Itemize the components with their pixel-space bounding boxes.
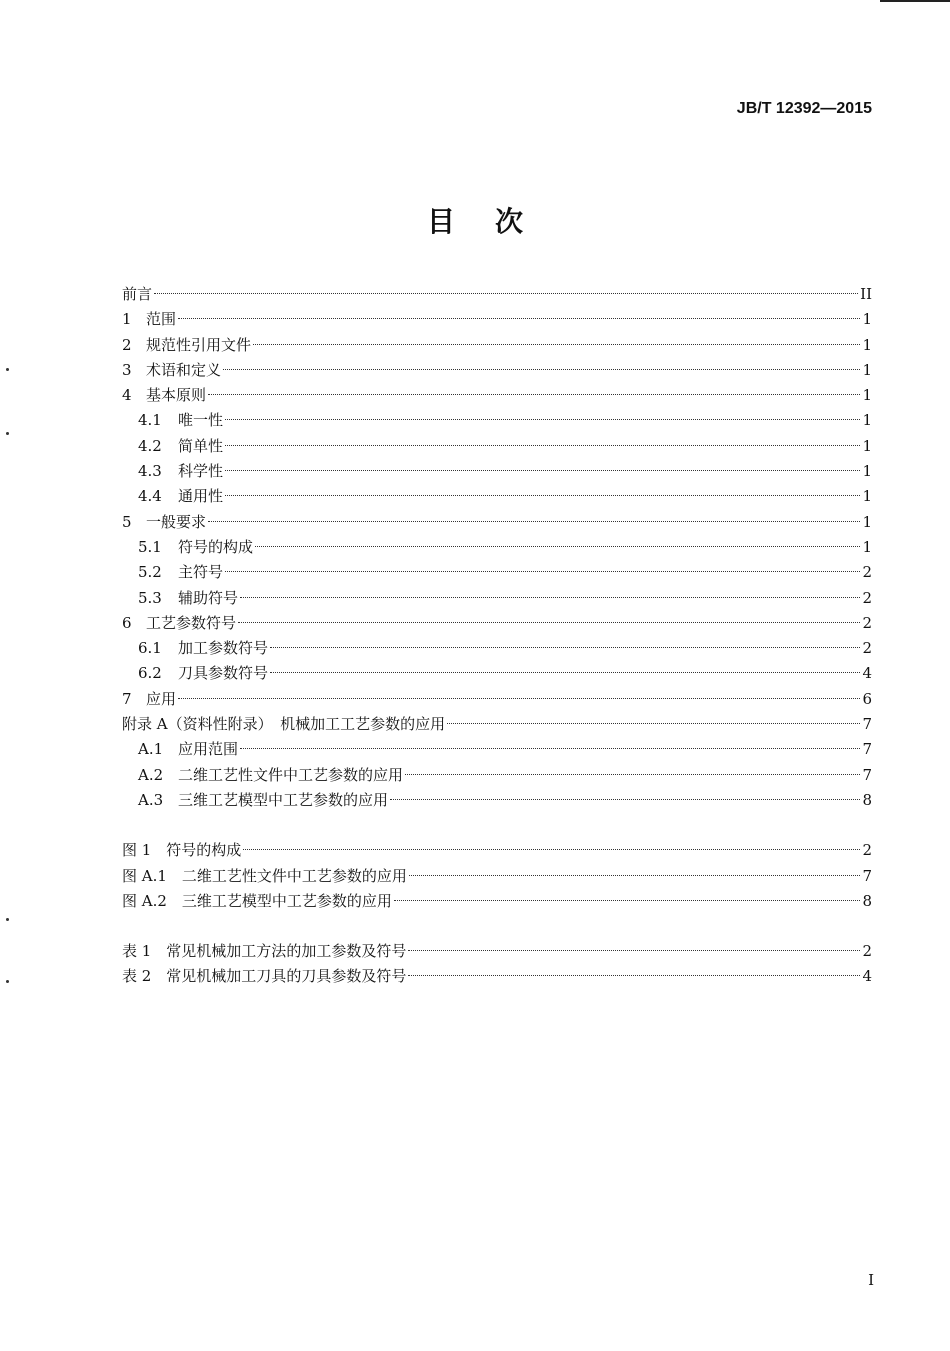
toc-label: 二维工艺性文件中工艺参数的应用: [178, 765, 404, 784]
toc-page: 2: [862, 588, 872, 607]
dot-leader: [208, 393, 860, 395]
toc-label: 附录 A（资料性附录） 机械加工工艺参数的应用: [122, 715, 446, 734]
toc-entry[interactable]: [122, 484, 872, 509]
toc-page: 7: [862, 715, 872, 734]
toc-label: 刀具参数符号: [178, 664, 269, 683]
toc-page: 4: [862, 664, 872, 683]
dot-leader: [243, 848, 860, 850]
toc-page: 1: [862, 411, 872, 430]
figure-label: 图 A.2 三维工艺模型中工艺参数的应用: [122, 891, 392, 910]
dot-leader: [447, 722, 860, 724]
toc-number: 5.3: [138, 588, 162, 607]
dot-leader: [408, 949, 860, 951]
dot-leader: [240, 747, 860, 749]
top-rule: [880, 0, 950, 2]
table-page: 4: [862, 967, 872, 986]
figure-entry[interactable]: [122, 838, 872, 863]
table-of-contents: [122, 282, 872, 990]
dot-leader: [270, 671, 860, 673]
scan-mark: [6, 918, 9, 921]
toc-page: 1: [862, 386, 872, 405]
toc-page: 1: [862, 360, 872, 379]
toc-entry[interactable]: [122, 636, 872, 661]
dot-leader: [405, 773, 860, 775]
toc-label: 前言: [122, 285, 153, 303]
toc-entry[interactable]: [122, 712, 872, 737]
toc-entry[interactable]: [122, 788, 872, 813]
toc-page: 8: [862, 790, 872, 809]
figure-entry[interactable]: [122, 889, 872, 914]
dot-leader: [178, 317, 860, 319]
toc-label: 科学性: [178, 462, 224, 481]
figure-page: 2: [862, 841, 872, 860]
dot-leader: [408, 974, 860, 976]
dot-leader: [154, 292, 858, 294]
toc-entry[interactable]: [122, 560, 872, 585]
toc-label: 应用: [146, 689, 177, 708]
toc-entry[interactable]: [122, 510, 872, 535]
figure-page: 7: [862, 866, 872, 885]
toc-entry[interactable]: [122, 383, 872, 408]
spacer: [122, 813, 872, 838]
toc-number: 2: [122, 335, 132, 354]
table-label: 表 2 常见机械加工刀具的刀具参数及符号: [122, 967, 407, 986]
toc-entry[interactable]: [122, 611, 872, 636]
toc-page: II: [860, 285, 872, 303]
toc-number: A.2: [138, 765, 164, 784]
dot-leader: [225, 494, 860, 496]
dot-leader: [238, 621, 860, 623]
toc-number: A.3: [138, 790, 164, 809]
figure-page: 8: [862, 891, 872, 910]
dot-leader: [225, 469, 860, 471]
toc-page: 2: [862, 563, 872, 582]
toc-page: 1: [862, 335, 872, 354]
table-page: 2: [862, 942, 872, 961]
dot-leader: [225, 570, 860, 572]
toc-label: 主符号: [178, 563, 224, 582]
toc-page: 7: [862, 765, 872, 784]
spacer: [122, 914, 872, 939]
toc-entry[interactable]: [122, 687, 872, 712]
toc-page: 1: [862, 512, 872, 531]
toc-label: 通用性: [178, 487, 224, 506]
toc-number: 1: [122, 310, 132, 329]
dot-leader: [255, 545, 860, 547]
toc-number: 4.4: [138, 487, 162, 506]
toc-entry[interactable]: [122, 459, 872, 484]
dot-leader: [394, 899, 861, 901]
toc-entry[interactable]: [122, 307, 872, 332]
toc-entry[interactable]: [122, 358, 872, 383]
table-entry[interactable]: [122, 964, 872, 989]
toc-page: 1: [862, 537, 872, 556]
toc-label: 范围: [146, 310, 177, 329]
dot-leader: [390, 798, 860, 800]
dot-leader: [225, 418, 860, 420]
dot-leader: [178, 697, 860, 699]
toc-page: 2: [862, 639, 872, 658]
figure-label: 图 1 符号的构成: [122, 841, 242, 860]
dot-leader: [225, 444, 860, 446]
figure-label: 图 A.1 二维工艺性文件中工艺参数的应用: [122, 866, 407, 885]
toc-entry[interactable]: [122, 282, 872, 307]
toc-number: 5.2: [138, 563, 162, 582]
toc-page: 1: [862, 436, 872, 455]
toc-page: 2: [862, 613, 872, 632]
toc-label: 三维工艺模型中工艺参数的应用: [178, 790, 389, 809]
table-entry[interactable]: [122, 939, 872, 964]
toc-label: 唯一性: [178, 411, 224, 430]
toc-number: 5: [122, 512, 132, 531]
toc-number: 6.1: [138, 639, 162, 658]
toc-entry[interactable]: [122, 763, 872, 788]
dot-leader: [409, 874, 861, 876]
toc-number: 7: [122, 689, 132, 708]
scan-mark: [6, 368, 9, 371]
page-number: I: [868, 1271, 874, 1289]
dot-leader: [240, 596, 860, 598]
toc-page: 6: [862, 689, 872, 708]
toc-entry[interactable]: [122, 661, 872, 686]
toc-number: A.1: [138, 740, 164, 759]
toc-page: 1: [862, 462, 872, 481]
dot-leader: [223, 368, 860, 370]
toc-label: 一般要求: [146, 512, 207, 531]
scan-mark: [6, 432, 9, 435]
dot-leader: [253, 343, 860, 345]
toc-label: 加工参数符号: [178, 639, 269, 658]
table-label: 表 1 常见机械加工方法的加工参数及符号: [122, 942, 407, 961]
dot-leader: [208, 520, 860, 522]
toc-label: 基本原则: [146, 386, 207, 405]
toc-entry[interactable]: [122, 434, 872, 459]
figure-entry[interactable]: [122, 864, 872, 889]
dot-leader: [270, 646, 860, 648]
page-title: 目次: [426, 205, 563, 238]
toc-label: 应用范围: [178, 740, 239, 759]
toc-entry[interactable]: [122, 737, 872, 762]
toc-page: 1: [862, 487, 872, 506]
toc-number: 6.2: [138, 664, 162, 683]
toc-label: 简单性: [178, 436, 224, 455]
toc-entry[interactable]: [122, 408, 872, 433]
toc-entry[interactable]: [122, 535, 872, 560]
toc-number: 3: [122, 360, 132, 379]
toc-label: 辅助符号: [178, 588, 239, 607]
toc-number: 4: [122, 386, 132, 405]
toc-number: 4.3: [138, 462, 162, 481]
toc-number: 4.2: [138, 436, 162, 455]
toc-number: 6: [122, 613, 132, 632]
toc-page: 1: [862, 310, 872, 329]
toc-entry[interactable]: [122, 333, 872, 358]
toc-label: 规范性引用文件: [146, 335, 252, 354]
toc-number: 5.1: [138, 537, 162, 556]
toc-number: 4.1: [138, 411, 162, 430]
toc-label: 符号的构成: [178, 537, 254, 556]
toc-entry[interactable]: [122, 586, 872, 611]
toc-label: 术语和定义: [146, 360, 222, 379]
toc-label: 工艺参数符号: [146, 613, 237, 632]
standard-number: JB/T 12392—2015: [736, 100, 872, 117]
toc-page: 7: [862, 740, 872, 759]
scan-mark: [6, 980, 9, 983]
